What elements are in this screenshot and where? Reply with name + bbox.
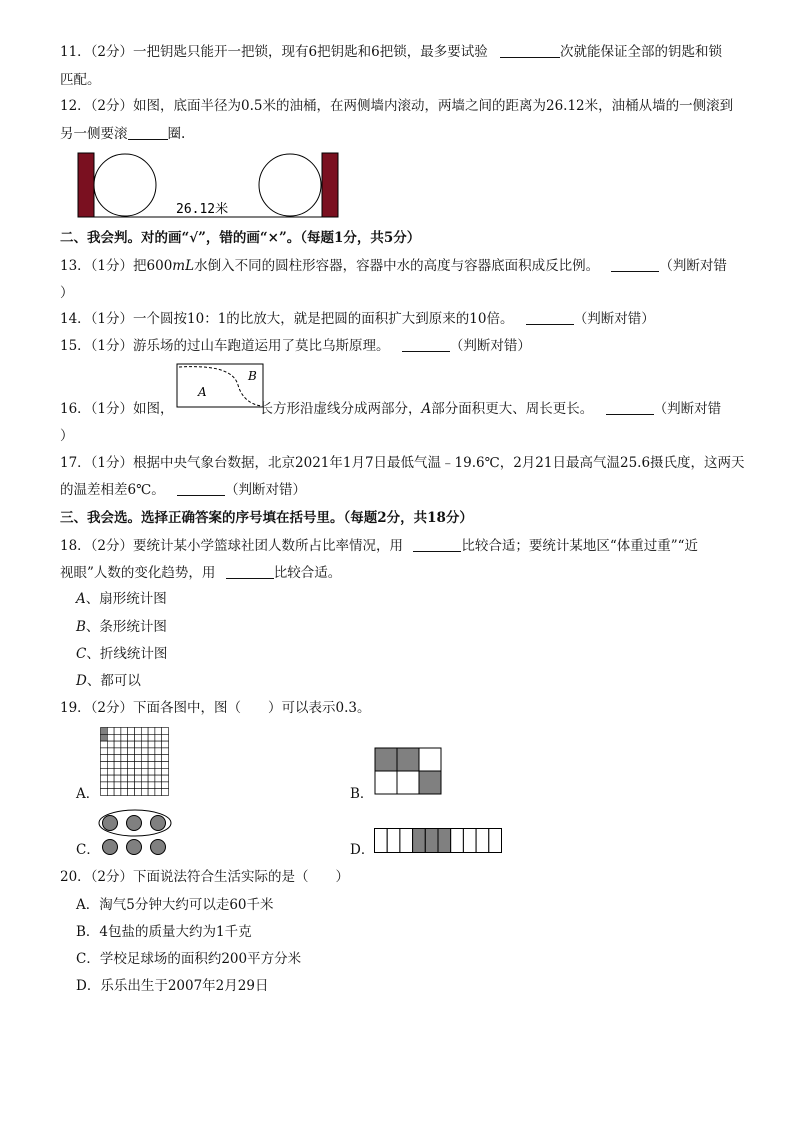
grid-a-cell [121, 734, 128, 741]
grid-a-cell [148, 748, 155, 755]
grid-a-cell [107, 782, 114, 789]
grid-a-cell [121, 768, 128, 775]
grid-a-cell [121, 748, 128, 755]
grid-a-cell [121, 775, 128, 782]
grid-a-cell [107, 755, 114, 762]
grid-a-cell [114, 762, 121, 769]
dot-top-1 [103, 816, 118, 831]
question-17-continued: 的温差相差6℃。 （判断对错） [60, 482, 306, 498]
option-19-c-figure [98, 808, 176, 858]
grid-a-cell [121, 741, 128, 748]
answer-blank-16[interactable] [606, 399, 654, 415]
grid-a-cell [162, 789, 169, 796]
grid-a-cell [155, 762, 162, 769]
question-19: 19．（2分）下面各图中，图（ ）可以表示0.3。 [60, 700, 371, 716]
grid-a-cell [155, 734, 162, 741]
grid-a-cell [141, 782, 148, 789]
grid-a-cell [107, 775, 114, 782]
answer-blank-18a[interactable] [413, 536, 461, 552]
grid-a-cell [162, 734, 169, 741]
option-18-b[interactable]: B、条形统计图 [76, 619, 167, 635]
option-19-b-label[interactable]: B． [350, 786, 374, 802]
grid-a-cell [135, 734, 142, 741]
grid-a-cell [148, 775, 155, 782]
grid-a-cell [162, 782, 169, 789]
grid-a-cell [148, 762, 155, 769]
section-3-title: 三、我会选。选择正确答案的序号填在括号里。（每题2分，共18分） [60, 510, 473, 526]
grid-a-cell [114, 755, 121, 762]
grid-a-cell [114, 728, 121, 735]
grid-a-cell [114, 748, 121, 755]
oil-drum-left [94, 154, 156, 216]
grid-a-cell [135, 789, 142, 796]
grid-a-cell [114, 768, 121, 775]
grid-a-cell [107, 789, 114, 796]
cell-b-4 [375, 771, 397, 794]
grid-a-cell [107, 734, 114, 741]
question-11-continued: 匹配。 [60, 72, 101, 88]
strip-d-cell [489, 829, 502, 853]
dot-top-3 [151, 816, 166, 831]
strip-d-cell [438, 829, 451, 853]
grid-a-cell [101, 734, 108, 741]
grid-a-cell [107, 768, 114, 775]
grid-a-cell [107, 741, 114, 748]
option-18-c[interactable]: C、折线统计图 [76, 646, 168, 662]
grid-a-cell [141, 762, 148, 769]
cell-b-3 [419, 748, 441, 771]
question-16: 16．（1分）如图， 长方形沿虚线分成两部分，A部分面积更大、周长更长。 （判断对错 [60, 401, 722, 417]
grid-a-cell [107, 762, 114, 769]
answer-blank-15[interactable] [402, 336, 450, 352]
option-20-c[interactable]: C．学校足球场的面积约200平方分米 [76, 951, 302, 967]
answer-blank-12[interactable] [128, 124, 168, 140]
grid-a-cell [135, 748, 142, 755]
grid-a-cell [107, 748, 114, 755]
question-12-continued: 另一侧要滚 圈. [60, 126, 186, 142]
distance-label: 26.12米 [176, 202, 229, 217]
grid-a-cell [141, 789, 148, 796]
option-19-a-grid [100, 727, 170, 797]
grid-a-cell [101, 748, 108, 755]
answer-blank-14[interactable] [526, 309, 574, 325]
dot-top-2 [127, 816, 142, 831]
option-19-b-grid [374, 747, 442, 795]
grid-a-cell [162, 748, 169, 755]
strip-d-cell [463, 829, 476, 853]
cell-b-1 [375, 748, 397, 771]
question-13-continued: ） [60, 285, 74, 301]
grid-a-cell [141, 734, 148, 741]
dot-bottom-1 [103, 840, 118, 855]
grid-a-cell [162, 755, 169, 762]
strip-d-cell [425, 829, 438, 853]
grid-a-cell [128, 768, 135, 775]
grid-a-cell [135, 775, 142, 782]
question-18: 18．（2分）要统计某小学篮球社团人数所占比率情况，用 比较合适；要统计某地区“体重过重”“近 [60, 538, 699, 554]
grid-a-cell [114, 789, 121, 796]
grid-a-cell [101, 755, 108, 762]
question-11: 11．（2分）一把钥匙只能开一把锁，现有6把钥匙和6把锁，最多要试验 次就能保证全部的钥匙和锁 [60, 44, 722, 60]
question-16-continued: ） [60, 428, 74, 444]
grid-a-cell [141, 768, 148, 775]
option-19-d-label[interactable]: D． [350, 842, 375, 858]
grid-a-cell [141, 755, 148, 762]
question-18-continued: 视眼”人数的变化趋势，用 比较合适。 [60, 565, 342, 581]
grid-a-cell [135, 755, 142, 762]
grid-a-cell [114, 734, 121, 741]
grid-a-cell [101, 775, 108, 782]
grid-a-cell [155, 741, 162, 748]
grid-a-cell [128, 734, 135, 741]
cell-b-6 [419, 771, 441, 794]
grid-a-cell [135, 762, 142, 769]
answer-blank-11[interactable] [500, 42, 560, 58]
question-14: 14．（1分）一个圆按10：1的比放大，就是把圆的面积扩大到原来的10倍。 （判断对错） [60, 311, 655, 327]
grid-a-cell [121, 755, 128, 762]
option-18-a[interactable]: A、扇形统计图 [76, 591, 167, 607]
option-20-d[interactable]: D．乐乐出生于2007年2月29日 [76, 978, 269, 994]
grid-a-cell [128, 775, 135, 782]
grid-a-cell [114, 741, 121, 748]
grid-a-cell [128, 782, 135, 789]
grid-a-cell [107, 728, 114, 735]
grid-a-cell [148, 755, 155, 762]
grid-a-cell [148, 789, 155, 796]
grid-a-cell [141, 748, 148, 755]
grid-a-cell [101, 762, 108, 769]
grid-a-cell [101, 728, 108, 735]
grid-a-cell [148, 768, 155, 775]
cell-b-5 [397, 771, 419, 794]
grid-a-cell [162, 775, 169, 782]
option-20-a[interactable]: A．淘气5分钟大约可以走60千米 [76, 897, 274, 913]
grid-a-cell [155, 755, 162, 762]
grid-a-cell [155, 748, 162, 755]
question-12: 12．（2分）如图，底面半径为0.5米的油桶，在两侧墙内滚动，两墙之间的距离为26.12米，油桶从墙的一侧滚到 [60, 98, 734, 114]
grid-a-cell [101, 782, 108, 789]
oil-drum-right [259, 154, 321, 216]
grid-a-cell [148, 782, 155, 789]
grid-a-cell [148, 728, 155, 735]
grid-a-cell [128, 762, 135, 769]
grid-a-cell [162, 768, 169, 775]
question-13: 13．（1分）把600mL水倒入不同的圆柱形容器，容器中水的高度与容器底面积成反比例。 （判断对错 [60, 258, 727, 274]
grid-a-cell [121, 789, 128, 796]
option-19-c-label[interactable]: C． [76, 842, 100, 858]
label-a: A [198, 385, 207, 399]
grid-a-cell [141, 728, 148, 735]
strip-d-cell [400, 829, 413, 853]
grid-a-cell [148, 734, 155, 741]
answer-blank-18b[interactable] [226, 563, 274, 579]
cell-b-2 [397, 748, 419, 771]
grid-a-cell [162, 728, 169, 735]
grid-a-cell [121, 782, 128, 789]
grid-a-cell [135, 741, 142, 748]
question-20: 20．（2分）下面说法符合生活实际的是（ ） [60, 869, 350, 885]
grid-a-cell [128, 789, 135, 796]
left-wall [78, 153, 94, 217]
grid-a-cell [101, 789, 108, 796]
grid-a-cell [148, 741, 155, 748]
dot-bottom-2 [127, 840, 142, 855]
strip-d-cell [387, 829, 400, 853]
grid-a-cell [128, 748, 135, 755]
grid-a-cell [101, 768, 108, 775]
grid-a-cell [162, 762, 169, 769]
grid-a-cell [135, 782, 142, 789]
strip-d-cell [375, 829, 388, 853]
grid-a-cell [114, 775, 121, 782]
option-19-d-strip [374, 828, 504, 854]
grid-a-cell [128, 755, 135, 762]
answer-blank-13[interactable] [611, 256, 659, 272]
grid-a-cell [121, 762, 128, 769]
grid-a-cell [155, 789, 162, 796]
option-20-b[interactable]: B．4包盐的质量大约为1千克 [76, 924, 252, 940]
dot-bottom-3 [151, 840, 166, 855]
grid-a-cell [162, 741, 169, 748]
grid-a-cell [155, 728, 162, 735]
grid-a-cell [141, 741, 148, 748]
grid-a-cell [155, 775, 162, 782]
right-wall [322, 153, 338, 217]
strip-d-cell [451, 829, 464, 853]
label-b: B [248, 369, 257, 383]
option-19-a-label[interactable]: A． [76, 786, 100, 802]
option-18-d[interactable]: D、都可以 [76, 673, 141, 689]
strip-d-cell [476, 829, 489, 853]
grid-a-cell [135, 768, 142, 775]
question-15: 15．（1分）游乐场的过山车跑道运用了莫比乌斯原理。 （判断对错） [60, 338, 531, 354]
grid-a-cell [114, 782, 121, 789]
grid-a-cell [121, 728, 128, 735]
grid-a-cell [155, 768, 162, 775]
grid-a-cell [101, 741, 108, 748]
grid-a-cell [141, 775, 148, 782]
grid-a-cell [155, 782, 162, 789]
question-17: 17．（1分）根据中央气象台数据，北京2021年1月7日最低气温﹣19.6℃，2月21日最高气温25.6摄氏度，这两天 [60, 455, 745, 471]
grid-a-cell [135, 728, 142, 735]
oil-drum-figure [76, 150, 340, 220]
section-2-title: 二、我会判。对的画“√”，错的画“×”。（每题1分，共5分） [60, 230, 421, 246]
grid-a-cell [128, 728, 135, 735]
answer-blank-17[interactable] [177, 480, 225, 496]
strip-d-cell [413, 829, 426, 853]
grid-a-cell [128, 741, 135, 748]
